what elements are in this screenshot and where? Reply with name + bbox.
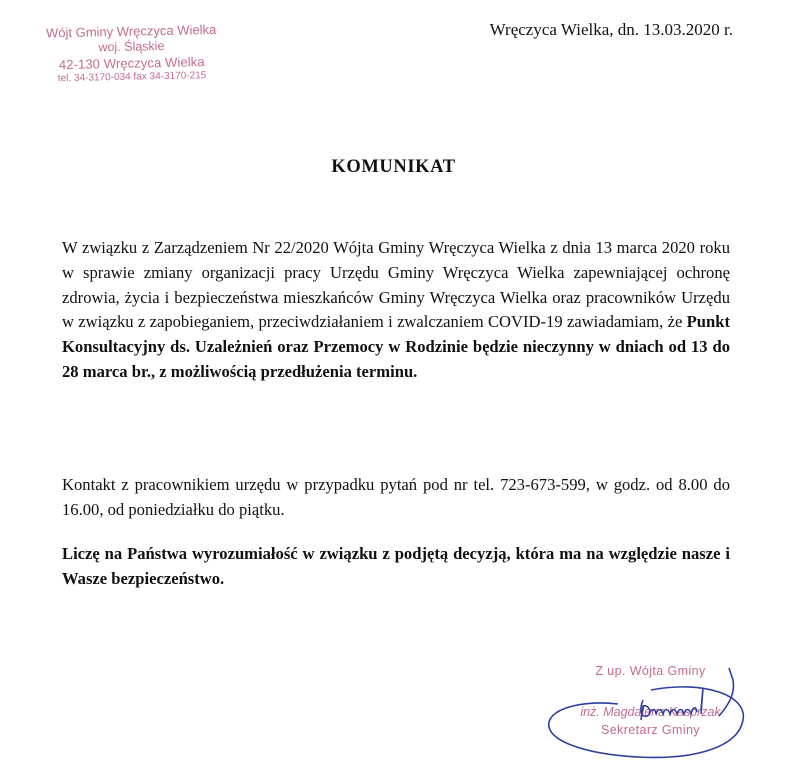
stamp-phone-fax: tel. 34-3170-034 fax 34-3170-215 xyxy=(57,70,207,85)
official-stamp xyxy=(20,21,243,86)
signature-position: Sekretarz Gminy xyxy=(600,723,701,737)
signature-authorization: Z up. Wójta Gminy xyxy=(595,664,706,678)
stamp-office: Wójt Gminy Wręczyca Wielka xyxy=(45,21,217,41)
closing-statement: Liczę na Państwa wyrozumiałość w związku z podjętą decyzją, która ma na względzie nasze i Wasze bezpieczeństwo. xyxy=(62,544,730,588)
stamp-address: 42-130 Wręczyca Wielka xyxy=(58,54,205,73)
announcement-closure-notice: Punkt Konsultacyjny ds. Uzależnień oraz Przemocy w Rodzinie będzie nieczynny w dniach od 13 do 28 marca br., z możliwością przedłużenia terminu. xyxy=(62,312,730,381)
signature-block xyxy=(543,660,758,760)
date-line: Wręczyca Wielka, dn. 13.03.2020 r. xyxy=(489,20,733,39)
paragraph-closing xyxy=(62,542,730,592)
document-title: KOMUNIKAT xyxy=(331,157,456,177)
paragraph-contact: Kontakt z pracownikiem urzędu w przypadku pytań pod nr tel. 723-673-599, w godz. od 8.00 do 16.00, od poniedziałku do piątku. xyxy=(62,475,730,519)
paragraph-announcement xyxy=(62,236,730,385)
handwritten-signature xyxy=(543,660,758,760)
stamp-voivodeship: woj. Śląskie xyxy=(98,39,165,55)
signature-name: inż. Magdalena Kasprzak xyxy=(580,705,721,719)
announcement-intro: W związku z Zarządzeniem Nr 22/2020 Wójta Gminy Wręczyca Wielka z dnia 13 marca 2020 roku w sprawie zmiany organizacji pracy Urzędu Gminy Wręczyca Wielka zapewniającej ochronę zdrowia, życia i bezpieczeństwa mieszkańców Gminy Wręczyca Wielka oraz pracowników Urzędu w związku z zapobieganiem, przeciwdziałaniem i zwalczaniem COVID-19 zawiadamiam, że xyxy=(62,238,730,332)
